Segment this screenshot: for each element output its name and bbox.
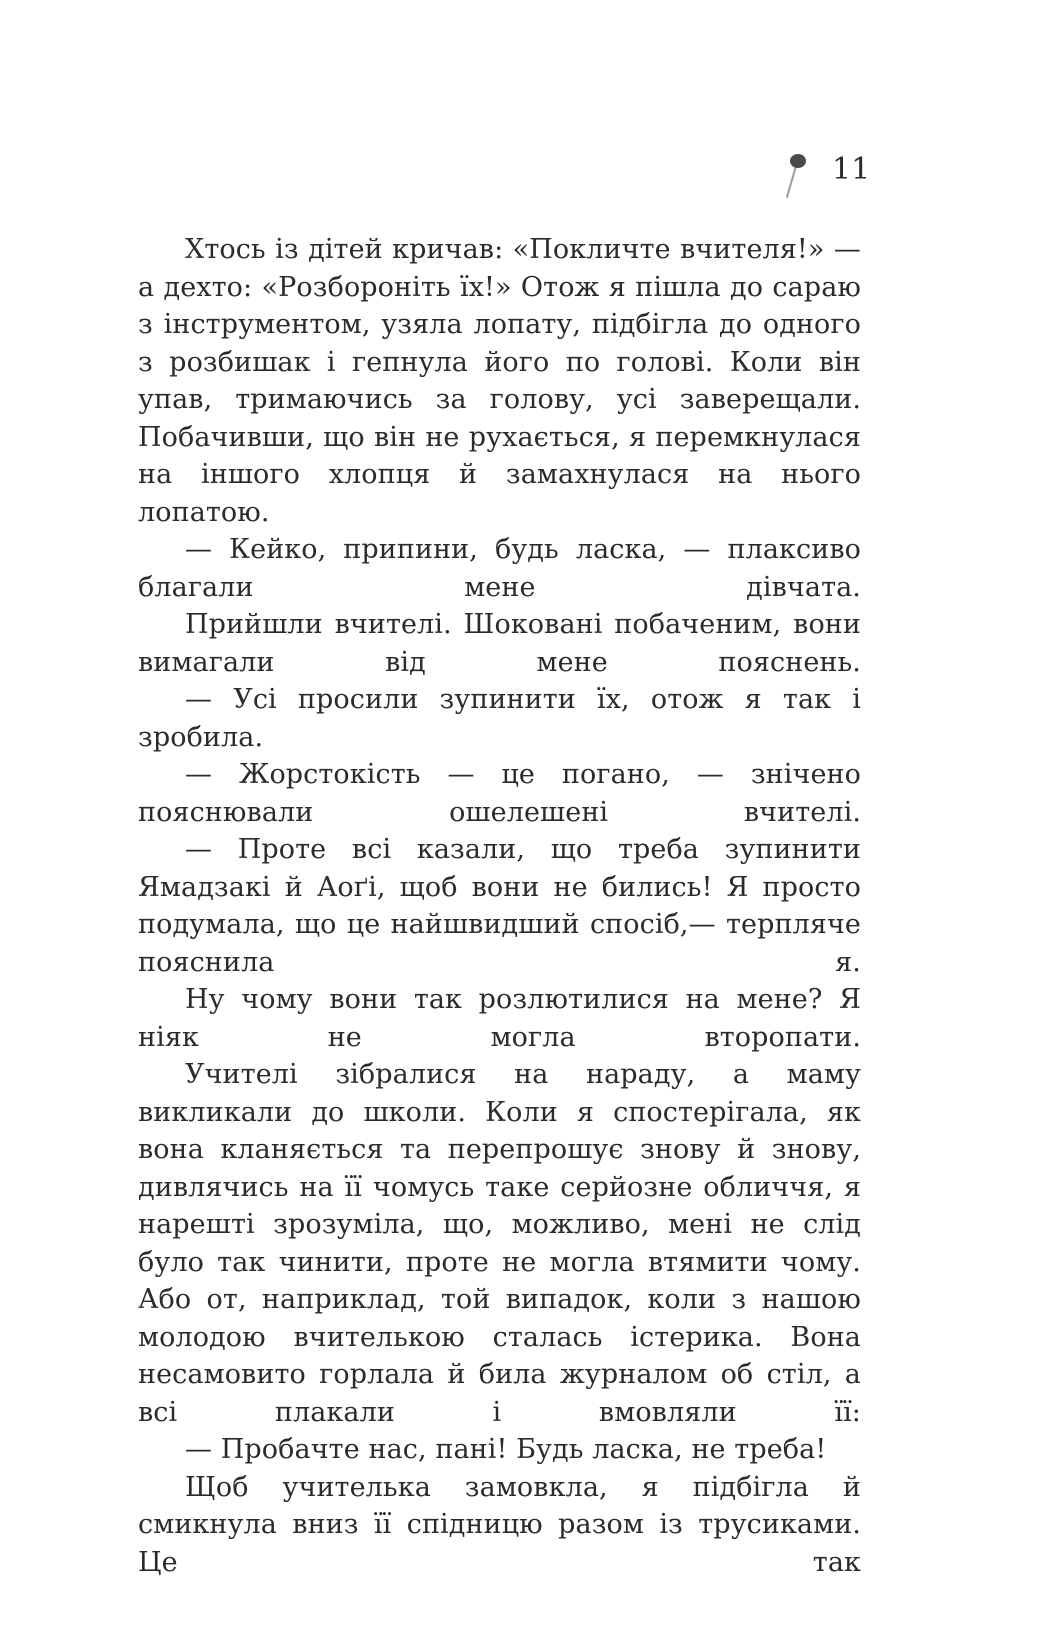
text-line: гали мене дівчата. xyxy=(187,571,861,603)
text-line: Щоб учителька замовкла, я підбігла й смикну xyxy=(138,1471,861,1540)
text-line: ла вниз її спідницю разом із трусиками. Це так xyxy=(138,1509,861,1578)
text-line: Хтось із дітей кричав: «Покличте вчителя!» — xyxy=(185,234,861,265)
text-line: що, можливо, мені не слід було так чинити, проте xyxy=(138,1209,862,1278)
paragraph xyxy=(138,981,861,1056)
paragraph xyxy=(138,606,861,681)
text-line: вали ошелешені вчителі. xyxy=(246,796,861,828)
text-line: хлопця й замахнулася на нього лопатою. xyxy=(138,459,861,528)
text-line: істерика. Вона несамовито горлала й била журналом xyxy=(138,1321,861,1390)
paragraph xyxy=(138,1469,861,1582)
paragraph xyxy=(138,231,861,531)
paragraph xyxy=(138,756,861,831)
text-line: — Пробачте нас, пані! Будь ласка, не треба! xyxy=(185,1434,827,1465)
text-line: Прийшли вчителі. Шоковані побаченим, вони xyxy=(185,609,861,640)
text-line: — Проте всі казали, що треба зупинити Ямадза xyxy=(138,834,861,903)
text-line: до школи. Коли я спостерігала, як вона кланяється xyxy=(138,1096,861,1165)
text-line: ши, що він не рухається, я перемкнулася на іншого xyxy=(138,421,861,490)
text-line: з інструментом, узяла лопату, підбігла до одного xyxy=(138,309,861,340)
text-line: тримаючись за голову, усі заверещали. Побачив xyxy=(138,384,862,453)
text-line: не могла второпати. xyxy=(327,1021,862,1053)
text-line: Учителі зібралися на нараду, а маму викликали xyxy=(138,1059,861,1128)
pin-icon xyxy=(782,150,822,200)
paragraph xyxy=(138,1431,861,1469)
paragraph xyxy=(138,831,861,981)
text-line: не могла втямити чому. Або от, наприклад, той ви xyxy=(138,1246,861,1315)
page-number: 11 xyxy=(832,152,871,187)
text-line: з розбишак і гепнула його по голові. Коли він упав, xyxy=(138,346,861,415)
text-line: та перепрошує знову й знову, дивлячись на її чо xyxy=(138,1134,861,1203)
text-line: — Усі просили зупинити їх, отож я так і зробила. xyxy=(138,684,861,753)
text-line: падок, коли з нашою молодою вчителькою сталась xyxy=(138,1284,861,1353)
paragraph xyxy=(138,1056,861,1431)
text-line: кі й Аоґі, щоб вони не бились! Я просто подумала, xyxy=(138,871,861,940)
page-header xyxy=(770,140,880,210)
text-line: Ну чому вони так розлютилися на мене? Я ніяк xyxy=(138,984,861,1053)
text-line: — Жорстокість — це погано, — знічено поясню xyxy=(138,759,861,828)
text-line: — Кейко, припини, будь ласка, — плаксиво бла xyxy=(138,534,861,603)
text-line: що це найшвидший спосіб,— терпляче пояснила я. xyxy=(138,909,861,978)
text-line: мусь таке серйозне обличчя, я нарешті зрозуміла, xyxy=(138,1171,862,1240)
body-text xyxy=(138,231,861,1581)
paragraph xyxy=(138,531,861,606)
text-line: вимагали від мене пояснень. xyxy=(138,646,861,678)
text-line: а дехто: «Розбороніть їх!» Отож я пішла до сараю xyxy=(138,271,861,303)
paragraph xyxy=(138,681,861,756)
text-line: об стіл, а всі плакали і вмовляли її: xyxy=(138,1359,862,1428)
